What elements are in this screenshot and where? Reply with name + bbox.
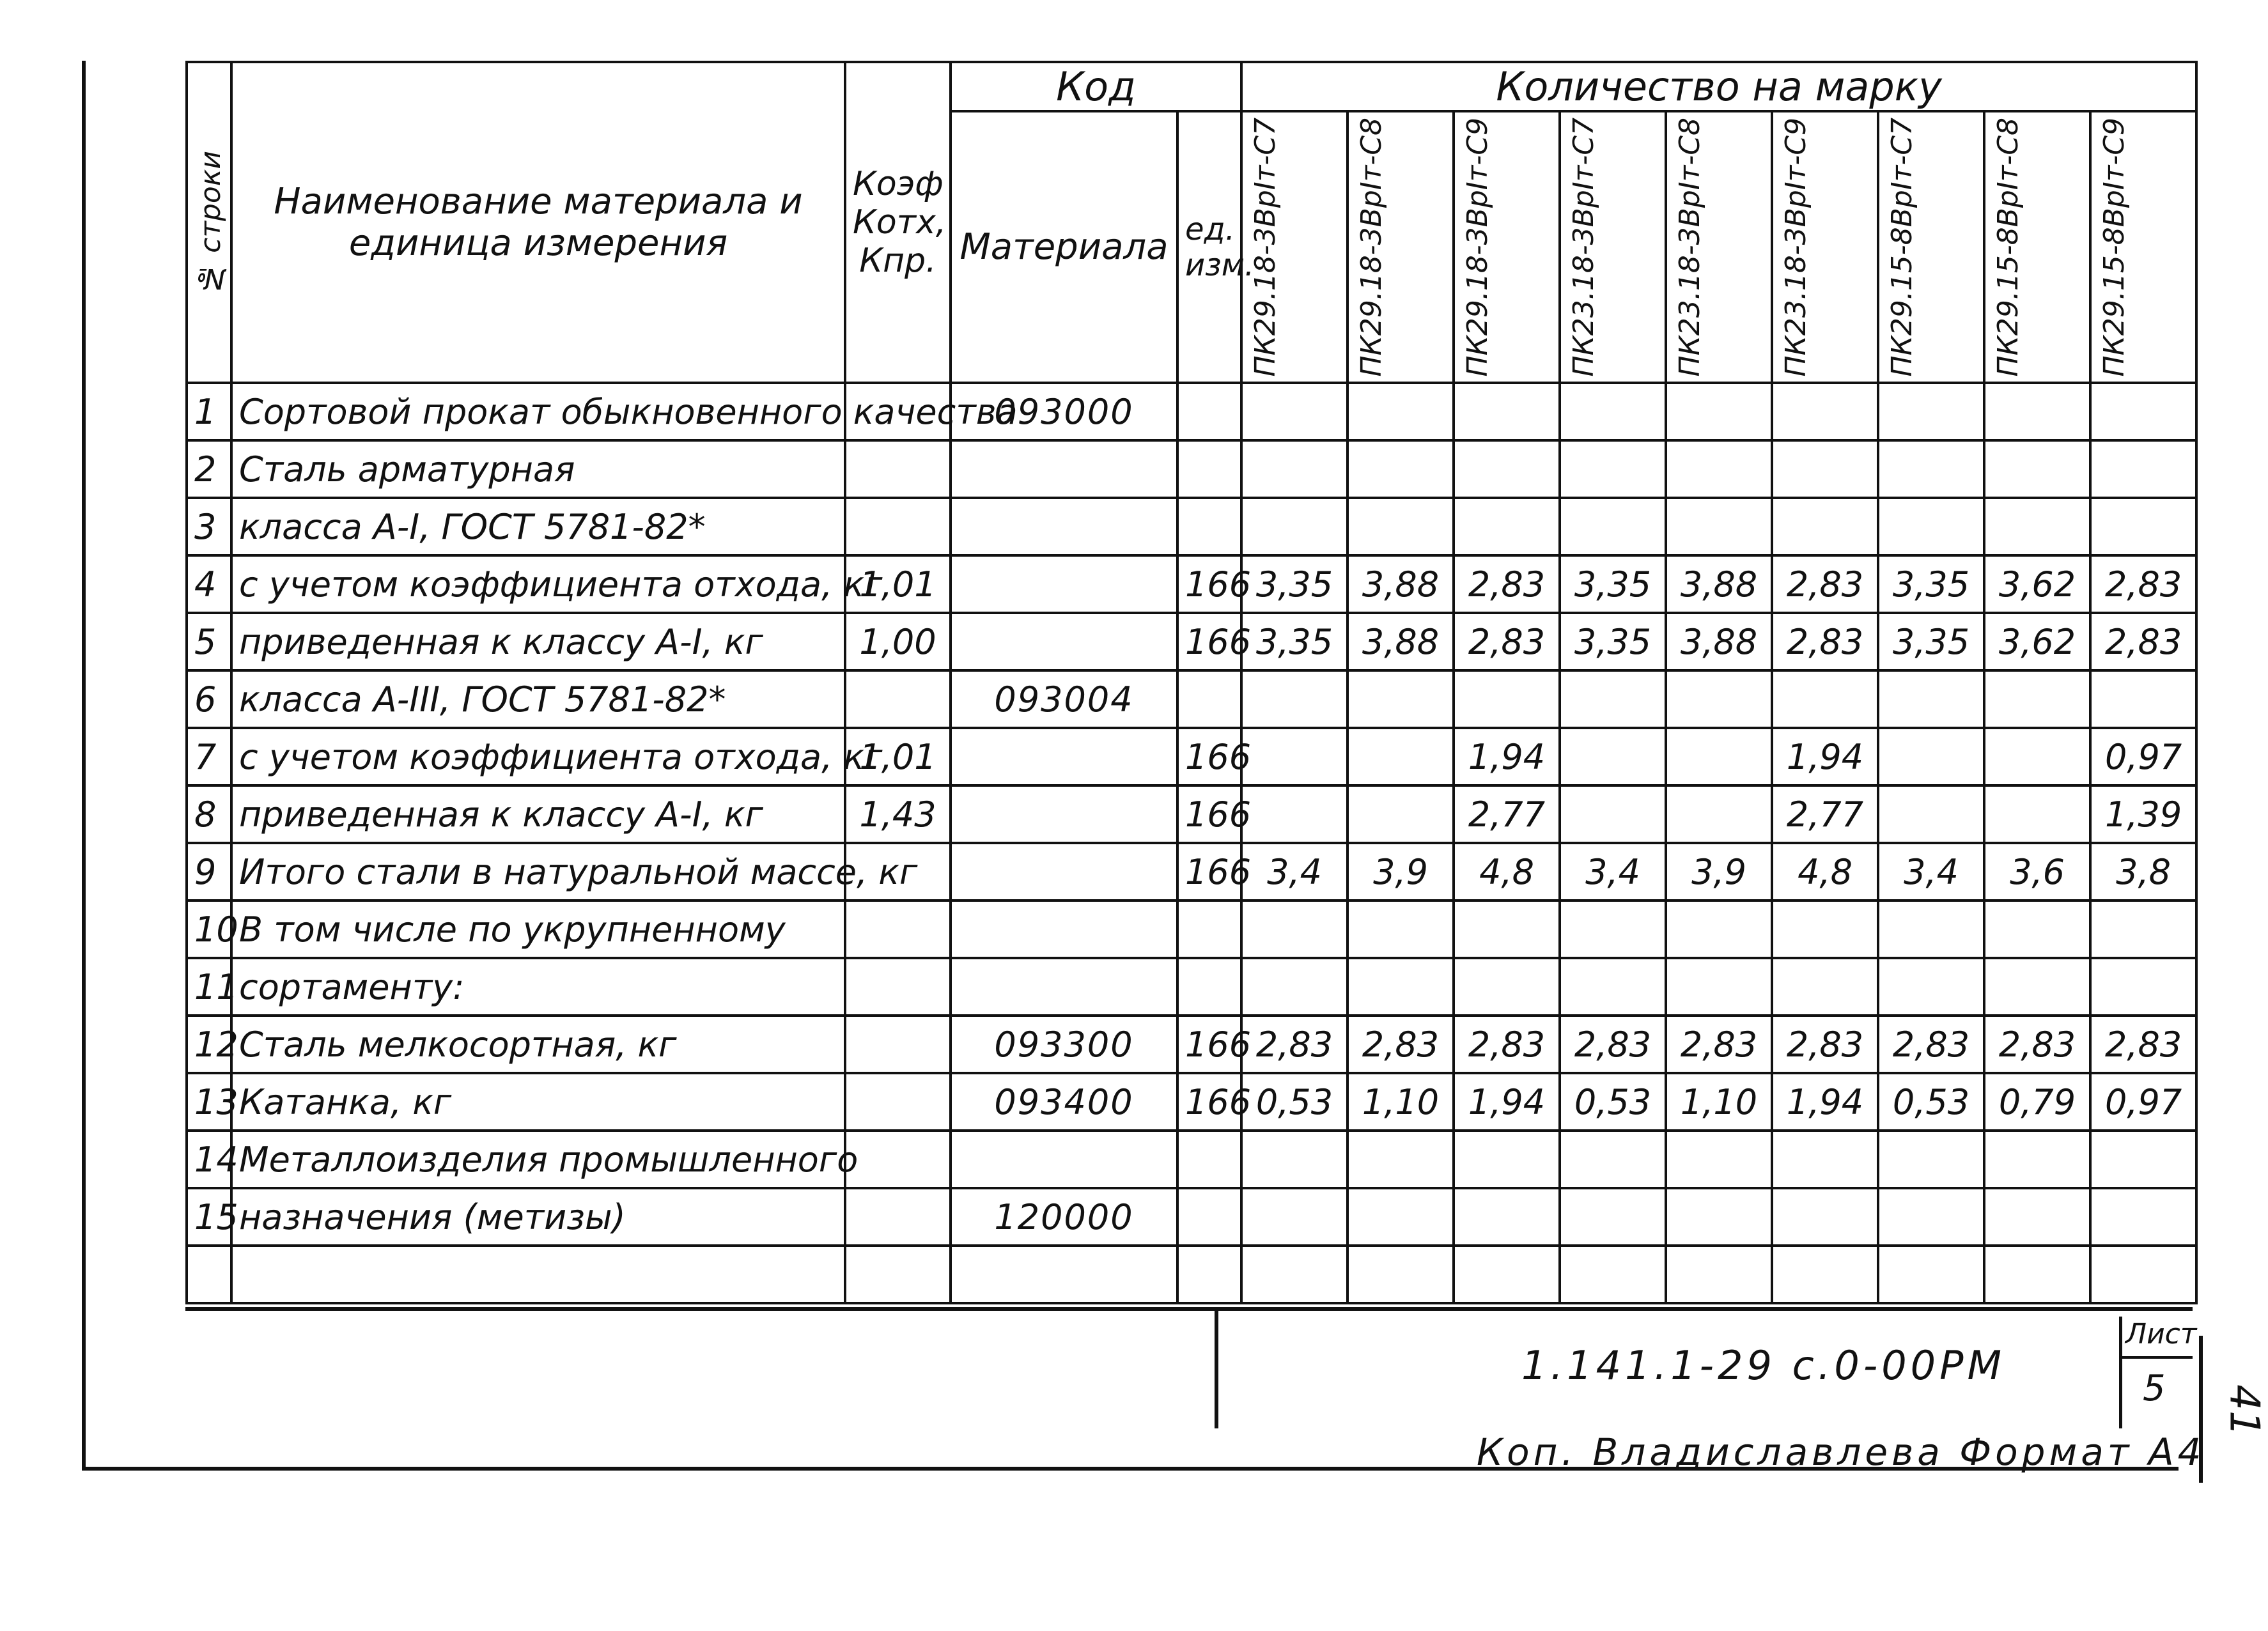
quantity-cell	[2090, 498, 2196, 555]
table-body	[187, 383, 2196, 1303]
outer-frame-left	[82, 61, 86, 1467]
quantity-cell	[1454, 901, 1560, 958]
material-name-cell: приведенная к классу А-I, кг	[231, 785, 845, 843]
table-row	[187, 670, 2196, 728]
quantity-cell	[1348, 728, 1454, 785]
quantity-cell: 3,6	[1984, 843, 2090, 901]
quantity-cell	[1772, 958, 1878, 1016]
quantity-cell	[1772, 1131, 1878, 1188]
material-name-cell: Сортовой прокат обыкновенного качества	[231, 383, 845, 440]
material-name-cell: В том числе по укрупненному	[231, 901, 845, 958]
quantity-cell: 3,9	[1666, 843, 1772, 901]
unit-code-cell: 166	[1177, 1016, 1241, 1073]
quantity-cell	[1878, 1131, 1984, 1188]
quantity-cell	[1560, 1131, 1666, 1188]
quantity-cell	[1666, 901, 1772, 958]
mark-header: ПК29.15-8ВрIт-С9	[2090, 111, 2196, 383]
quantity-cell: 3,4	[1878, 843, 1984, 901]
quantity-cell	[1984, 958, 2090, 1016]
mark-header: ПК23.18-3ВрIт-С8	[1666, 111, 1772, 383]
unit-code-cell	[1177, 1188, 1241, 1246]
material-spec-table	[185, 61, 2198, 1304]
mark-header: ПК23.18-3ВрIт-С7	[1560, 111, 1666, 383]
coef-cell	[845, 901, 951, 958]
material-name-cell: Катанка, кг	[231, 1073, 845, 1131]
material-name-cell: класса А-I, ГОСТ 5781-82*	[231, 498, 845, 555]
quantity-cell: 2,83	[1454, 613, 1560, 670]
quantity-cell	[1560, 785, 1666, 843]
material-name-cell: с учетом коэффициента отхода, кг	[231, 555, 845, 613]
quantity-cell	[1984, 440, 2090, 498]
quantity-cell	[1878, 383, 1984, 440]
quantity-cell	[1666, 1246, 1772, 1303]
material-name-cell: сортаменту:	[231, 958, 845, 1016]
quantity-cell	[1454, 1131, 1560, 1188]
header-code: Код	[951, 62, 1241, 111]
quantity-cell	[2090, 958, 2196, 1016]
row-number-cell: 12	[187, 1016, 231, 1073]
quantity-cell: 1,94	[1454, 1073, 1560, 1131]
quantity-cell	[1878, 440, 1984, 498]
row-number-cell: 1	[187, 383, 231, 440]
material-code-cell	[951, 728, 1177, 785]
coef-cell: 1,01	[845, 728, 951, 785]
quantity-cell	[1666, 440, 1772, 498]
unit-code-cell	[1177, 670, 1241, 728]
quantity-cell: 0,53	[1241, 1073, 1348, 1131]
quantity-cell: 0,97	[2090, 1073, 2196, 1131]
table-row	[187, 728, 2196, 785]
quantity-cell	[1348, 1188, 1454, 1246]
quantity-cell: 3,88	[1348, 555, 1454, 613]
row-number-cell: 8	[187, 785, 231, 843]
material-code-cell	[951, 555, 1177, 613]
material-name-cell: с учетом коэффициента отхода, кг	[231, 728, 845, 785]
table-row	[187, 843, 2196, 901]
quantity-cell: 2,83	[1878, 1016, 1984, 1073]
coef-cell: 1,01	[845, 555, 951, 613]
coef-cell	[845, 1016, 951, 1073]
quantity-cell	[1878, 728, 1984, 785]
table-row	[187, 440, 2196, 498]
coef-cell	[845, 1073, 951, 1131]
quantity-cell: 2,83	[2090, 1016, 2196, 1073]
material-code-cell	[951, 843, 1177, 901]
quantity-cell	[1984, 383, 2090, 440]
unit-code-cell	[1177, 1131, 1241, 1188]
sheet-number: 5	[2143, 1368, 2166, 1409]
row-number-cell: 7	[187, 728, 231, 785]
quantity-cell	[1348, 785, 1454, 843]
quantity-cell: 3,8	[2090, 843, 2196, 901]
quantity-cell: 2,83	[1666, 1016, 1772, 1073]
quantity-cell: 4,8	[1772, 843, 1878, 901]
row-number-cell: 14	[187, 1131, 231, 1188]
quantity-cell	[1241, 958, 1348, 1016]
quantity-cell: 0,79	[1984, 1073, 2090, 1131]
table-row	[187, 1188, 2196, 1246]
material-name-cell	[231, 1246, 845, 1303]
material-code-cell: 120000	[951, 1188, 1177, 1246]
row-number-cell: 2	[187, 440, 231, 498]
quantity-cell	[1348, 440, 1454, 498]
row-number-cell: 15	[187, 1188, 231, 1246]
table-row	[187, 785, 2196, 843]
mark-header: ПК23.18-3ВрIт-С9	[1772, 111, 1878, 383]
material-code-cell	[951, 958, 1177, 1016]
row-number-cell: 11	[187, 958, 231, 1016]
unit-code-cell: 166	[1177, 613, 1241, 670]
quantity-cell: 2,83	[2090, 613, 2196, 670]
quantity-cell: 0,53	[1560, 1073, 1666, 1131]
quantity-cell	[1772, 440, 1878, 498]
material-code-cell	[951, 1131, 1177, 1188]
quantity-cell	[1454, 383, 1560, 440]
quantity-cell	[1666, 958, 1772, 1016]
quantity-cell	[1772, 1246, 1878, 1303]
quantity-cell	[1560, 901, 1666, 958]
quantity-cell	[1772, 901, 1878, 958]
quantity-cell	[2090, 1246, 2196, 1303]
quantity-cell: 0,53	[1878, 1073, 1984, 1131]
material-code-cell	[951, 613, 1177, 670]
coef-cell: 1,43	[845, 785, 951, 843]
row-number-cell	[187, 1246, 231, 1303]
document-number: 1.141.1-29 с.0-00РМ	[1521, 1342, 2006, 1389]
quantity-cell	[1241, 785, 1348, 843]
material-name-cell: Металлоизделия промышленного	[231, 1131, 845, 1188]
sheet-label: Лист	[2125, 1318, 2197, 1350]
quantity-cell: 4,8	[1454, 843, 1560, 901]
unit-code-cell	[1177, 958, 1241, 1016]
coef-cell	[845, 440, 951, 498]
quantity-cell	[1666, 498, 1772, 555]
material-code-cell	[951, 440, 1177, 498]
quantity-cell	[2090, 440, 2196, 498]
quantity-cell: 3,35	[1560, 613, 1666, 670]
table-row	[187, 498, 2196, 555]
quantity-cell	[1772, 670, 1878, 728]
quantity-cell	[1666, 1131, 1772, 1188]
row-number-cell: 4	[187, 555, 231, 613]
quantity-cell	[1560, 670, 1666, 728]
quantity-cell: 3,35	[1878, 613, 1984, 670]
quantity-cell	[1984, 785, 2090, 843]
table-row	[187, 901, 2196, 958]
quantity-cell	[1984, 901, 2090, 958]
header-row-number: № строки	[187, 62, 231, 383]
quantity-cell: 1,94	[1454, 728, 1560, 785]
unit-code-cell: 166	[1177, 1073, 1241, 1131]
quantity-cell	[1878, 498, 1984, 555]
quantity-cell: 2,83	[2090, 555, 2196, 613]
table-row	[187, 383, 2196, 440]
quantity-cell	[1666, 383, 1772, 440]
quantity-cell	[1984, 1246, 2090, 1303]
quantity-cell	[1878, 670, 1984, 728]
row-number-cell: 6	[187, 670, 231, 728]
quantity-cell: 2,83	[1772, 1016, 1878, 1073]
quantity-cell	[1241, 1246, 1348, 1303]
quantity-cell	[1241, 498, 1348, 555]
table-row	[187, 1131, 2196, 1188]
quantity-cell	[1241, 728, 1348, 785]
page-number: 41	[2220, 1384, 2268, 1437]
quantity-cell: 3,62	[1984, 613, 2090, 670]
table-row	[187, 1073, 2196, 1131]
quantity-cell	[2090, 1188, 2196, 1246]
quantity-cell	[1241, 1131, 1348, 1188]
header-quantity: Количество на марку	[1241, 62, 2196, 111]
coef-cell: 1,00	[845, 613, 951, 670]
material-name-cell: класса А-III, ГОСТ 5781-82*	[231, 670, 845, 728]
quantity-cell	[2090, 1131, 2196, 1188]
quantity-cell	[1241, 1188, 1348, 1246]
quantity-cell: 1,10	[1666, 1073, 1772, 1131]
quantity-cell	[1984, 670, 2090, 728]
header-unit: ед. изм.	[1177, 111, 1241, 383]
material-name-cell: Сталь арматурная	[231, 440, 845, 498]
unit-code-cell: 166	[1177, 555, 1241, 613]
quantity-cell	[1984, 1188, 2090, 1246]
material-code-cell: 093004	[951, 670, 1177, 728]
quantity-cell: 1,10	[1348, 1073, 1454, 1131]
quantity-cell	[1241, 383, 1348, 440]
quantity-cell: 3,62	[1984, 555, 2090, 613]
header-material: Материала	[951, 111, 1177, 383]
quantity-cell: 2,77	[1454, 785, 1560, 843]
quantity-cell	[1241, 670, 1348, 728]
quantity-cell	[1454, 440, 1560, 498]
quantity-cell: 3,35	[1241, 613, 1348, 670]
quantity-cell	[1348, 498, 1454, 555]
mark-header: ПК29.15-8ВрIт-С7	[1878, 111, 1984, 383]
material-code-cell	[951, 901, 1177, 958]
quantity-cell	[1878, 1188, 1984, 1246]
unit-code-cell	[1177, 440, 1241, 498]
quantity-cell	[1348, 901, 1454, 958]
quantity-cell	[1454, 1246, 1560, 1303]
quantity-cell: 2,83	[1454, 1016, 1560, 1073]
quantity-cell: 3,9	[1348, 843, 1454, 901]
mark-header: ПК29.15-8ВрIт-С8	[1984, 111, 2090, 383]
mark-header: ПК29.18-3ВрIт-С9	[1454, 111, 1560, 383]
quantity-cell	[1984, 498, 2090, 555]
quantity-cell	[1666, 728, 1772, 785]
material-name-cell: приведенная к классу А-I, кг	[231, 613, 845, 670]
quantity-cell: 1,39	[2090, 785, 2196, 843]
row-number-cell: 3	[187, 498, 231, 555]
unit-code-cell	[1177, 901, 1241, 958]
title-block-divider	[1215, 1307, 1218, 1428]
quantity-cell	[1560, 440, 1666, 498]
quantity-cell: 2,77	[1772, 785, 1878, 843]
quantity-cell	[1560, 728, 1666, 785]
unit-code-cell: 166	[1177, 785, 1241, 843]
material-name-cell: Итого стали в натуральной массе, кг	[231, 843, 845, 901]
quantity-cell	[1454, 958, 1560, 1016]
quantity-cell	[2090, 383, 2196, 440]
material-code-cell: 093400	[951, 1073, 1177, 1131]
quantity-cell: 1,94	[1772, 728, 1878, 785]
quantity-cell	[1454, 1188, 1560, 1246]
quantity-cell	[1772, 1188, 1878, 1246]
coef-cell	[845, 958, 951, 1016]
material-code-cell	[951, 785, 1177, 843]
unit-code-cell	[1177, 383, 1241, 440]
quantity-cell: 2,83	[1560, 1016, 1666, 1073]
mark-header: ПК29.18-3ВрIт-С8	[1348, 111, 1454, 383]
quantity-cell	[1560, 1246, 1666, 1303]
quantity-cell: 3,88	[1666, 555, 1772, 613]
unit-code-cell: 166	[1177, 843, 1241, 901]
table-row	[187, 555, 2196, 613]
quantity-cell	[1878, 901, 1984, 958]
quantity-cell	[1241, 901, 1348, 958]
coef-cell	[845, 498, 951, 555]
quantity-cell	[1878, 1246, 1984, 1303]
quantity-cell	[1348, 1131, 1454, 1188]
quantity-cell: 3,35	[1560, 555, 1666, 613]
quantity-cell: 3,4	[1560, 843, 1666, 901]
quantity-cell	[1878, 785, 1984, 843]
quantity-cell: 3,35	[1241, 555, 1348, 613]
quantity-cell: 0,97	[2090, 728, 2196, 785]
row-number-cell: 5	[187, 613, 231, 670]
copy-note: Коп. Владиславлева Формат А4	[1477, 1430, 2205, 1474]
quantity-cell	[1878, 958, 1984, 1016]
coef-cell	[845, 1131, 951, 1188]
quantity-cell	[1560, 498, 1666, 555]
quantity-cell: 2,83	[1348, 1016, 1454, 1073]
table-row	[187, 1246, 2196, 1303]
quantity-cell	[1454, 498, 1560, 555]
quantity-cell	[1666, 670, 1772, 728]
quantity-cell	[1560, 1188, 1666, 1246]
unit-code-cell	[1177, 1246, 1241, 1303]
quantity-cell	[1241, 440, 1348, 498]
quantity-cell: 3,4	[1241, 843, 1348, 901]
quantity-cell: 3,35	[1878, 555, 1984, 613]
quantity-cell	[2090, 901, 2196, 958]
header-name: Наименование материала и единица измерения	[231, 62, 845, 383]
quantity-cell: 2,83	[1772, 555, 1878, 613]
unit-code-cell	[1177, 498, 1241, 555]
coef-cell	[845, 1246, 951, 1303]
material-name-cell: назначения (метизы)	[231, 1188, 845, 1246]
row-number-cell: 10	[187, 901, 231, 958]
quantity-cell	[1984, 1131, 2090, 1188]
quantity-cell	[1772, 383, 1878, 440]
table-row	[187, 958, 2196, 1016]
coef-cell	[845, 1188, 951, 1246]
table-row	[187, 1016, 2196, 1073]
quantity-cell	[1348, 958, 1454, 1016]
table-row	[187, 613, 2196, 670]
sheet-cell-divider	[2119, 1356, 2193, 1359]
material-code-cell	[951, 1246, 1177, 1303]
quantity-cell: 2,83	[1454, 555, 1560, 613]
quantity-cell	[1772, 498, 1878, 555]
quantity-cell	[1348, 383, 1454, 440]
quantity-cell	[1560, 383, 1666, 440]
quantity-cell: 3,88	[1666, 613, 1772, 670]
quantity-cell	[1348, 1246, 1454, 1303]
unit-code-cell: 166	[1177, 728, 1241, 785]
quantity-cell	[1666, 785, 1772, 843]
quantity-cell	[1348, 670, 1454, 728]
row-number-cell: 13	[187, 1073, 231, 1131]
quantity-cell	[1560, 958, 1666, 1016]
coef-cell	[845, 670, 951, 728]
material-code-cell: 093000	[951, 383, 1177, 440]
quantity-cell	[1666, 1188, 1772, 1246]
quantity-cell	[2090, 670, 2196, 728]
quantity-cell: 2,83	[1984, 1016, 2090, 1073]
quantity-cell: 1,94	[1772, 1073, 1878, 1131]
material-code-cell	[951, 498, 1177, 555]
quantity-cell: 2,83	[1241, 1016, 1348, 1073]
header-coef: Коэф Котх, Кпр.	[845, 62, 951, 383]
quantity-cell: 2,83	[1772, 613, 1878, 670]
mark-header: ПК29.18-3ВрIт-С7	[1241, 111, 1348, 383]
material-name-cell: Сталь мелкосортная, кг	[231, 1016, 845, 1073]
sheet-cell-border	[2119, 1317, 2122, 1428]
quantity-cell	[1984, 728, 2090, 785]
quantity-cell: 3,88	[1348, 613, 1454, 670]
quantity-cell	[1454, 670, 1560, 728]
row-number-cell: 9	[187, 843, 231, 901]
material-code-cell: 093300	[951, 1016, 1177, 1073]
